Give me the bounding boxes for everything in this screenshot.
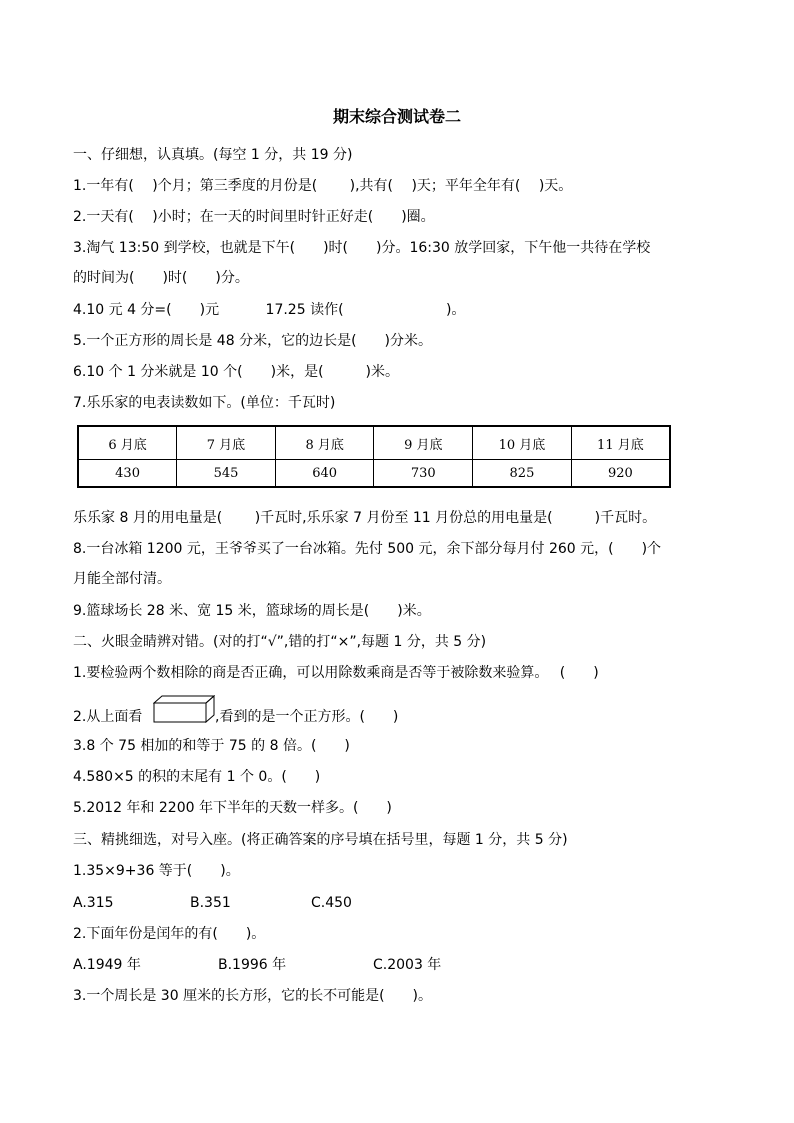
- table-cell: 825: [473, 460, 572, 487]
- question-1-7: 7.乐乐家的电表读数如下。(单位：千瓦时): [73, 395, 336, 411]
- question-2-4: 4.580×5 的积的末尾有 1 个 0。( ): [73, 769, 321, 785]
- question-3-1: 1.35×9+36 等于( )。: [73, 863, 240, 879]
- question-2-1: 1.要检验两个数相除的商是否正确，可以用除数乘商是否等于被除数来验算。 ( ): [73, 665, 599, 681]
- question-1-8-line2: 月能全部付清。: [73, 571, 171, 587]
- table-row: [78, 460, 670, 487]
- question-2-2-suffix: ,看到的是一个正方形。( ): [215, 709, 399, 725]
- section-2-heading: 二、火眼金睛辨对错。(对的打“√”,错的打“×”,每题 1 分，共 5 分): [73, 634, 487, 650]
- table-header-cell: 11 月底: [571, 426, 670, 460]
- question-3-2: 2.下面年份是闰年的有( )。: [73, 926, 266, 942]
- question-2-3: 3.8 个 75 相加的和等于 75 的 8 倍。( ): [73, 738, 350, 754]
- page-title: 期末综合测试卷二: [332, 107, 461, 126]
- option-c: C.2003 年: [373, 957, 442, 973]
- question-1-8-line1: 8.一台冰箱 1200 元，王爷爷买了一台冰箱。先付 500 元，余下部分每月付 260 元，( )个: [73, 541, 662, 557]
- question-1-4: 4.10 元 4 分=( )元 17.25 读作( )。: [73, 302, 466, 318]
- question-1-1: 1.一年有( )个月；第三季度的月份是( ),共有( )天；平年全年有( )天。: [73, 178, 573, 194]
- cuboid-icon: [153, 695, 215, 723]
- question-2-2-prefix: 2.从上面看: [73, 709, 143, 725]
- option-b: B.351: [190, 895, 231, 911]
- question-1-3-line1: 3.淘气 13:50 到学校，也就是下午( )时( )分。16:30 放学回家，下午他一共待在学校: [73, 240, 651, 256]
- table-cell: 640: [275, 460, 374, 487]
- table-header-row: [78, 426, 670, 460]
- question-1-2: 2.一天有( )小时；在一天的时间里时针正好走( )圈。: [73, 209, 435, 225]
- table-cell: 430: [78, 460, 177, 487]
- table-header-cell: 7 月底: [177, 426, 276, 460]
- section-3-heading: 三、精挑细选，对号入座。(将正确答案的序号填在括号里，每题 1 分，共 5 分): [73, 832, 568, 848]
- question-1-7-answer: 乐乐家 8 月的用电量是( )千瓦时,乐乐家 7 月份至 11 月份总的用电量是( )千瓦时。: [73, 510, 657, 526]
- table-header-cell: 10 月底: [473, 426, 572, 460]
- option-a: A.1949 年: [73, 957, 141, 973]
- table-header-cell: 8 月底: [275, 426, 374, 460]
- question-1-5: 5.一个正方形的周长是 48 分米，它的边长是( )分米。: [73, 333, 432, 349]
- meter-reading-table: [77, 425, 671, 488]
- question-1-6: 6.10 个 1 分米就是 10 个( )米，是( )米。: [73, 364, 399, 380]
- question-3-3: 3.一个周长是 30 厘米的长方形，它的长不可能是( )。: [73, 988, 432, 1004]
- question-1-9: 9.篮球场长 28 米、宽 15 米，篮球场的周长是( )米。: [73, 603, 431, 619]
- question-2-5: 5.2012 年和 2200 年下半年的天数一样多。( ): [73, 800, 392, 816]
- table-cell: 920: [571, 460, 670, 487]
- question-1-3-line2: 的时间为( )时( )分。: [73, 270, 249, 286]
- table-cell: 545: [177, 460, 276, 487]
- section-1-heading: 一、仔细想，认真填。(每空 1 分，共 19 分): [73, 147, 353, 163]
- table-header-cell: 6 月底: [78, 426, 177, 460]
- option-c: C.450: [311, 895, 352, 911]
- option-b: B.1996 年: [218, 957, 287, 973]
- table-header-cell: 9 月底: [374, 426, 473, 460]
- option-a: A.315: [73, 895, 114, 911]
- table-cell: 730: [374, 460, 473, 487]
